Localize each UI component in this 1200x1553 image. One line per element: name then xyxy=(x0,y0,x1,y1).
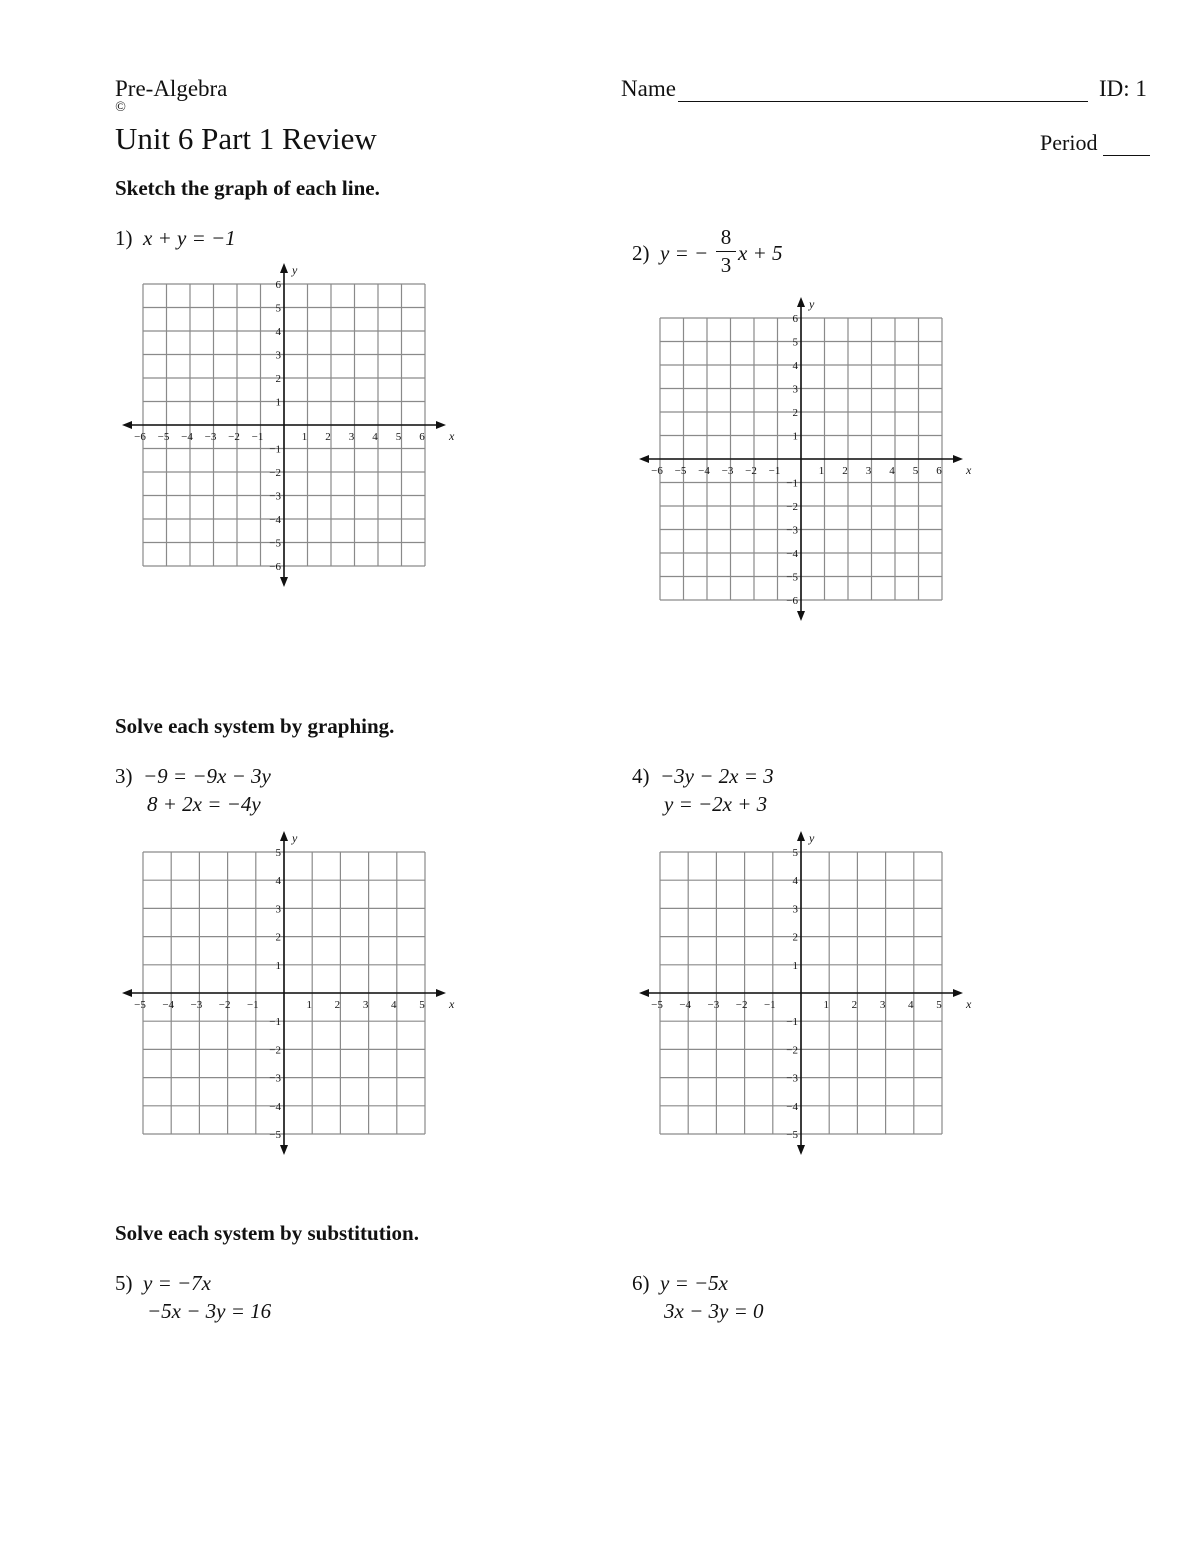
fraction-denominator: 3 xyxy=(720,253,732,277)
x-axis-arrow-right xyxy=(436,989,446,997)
y-tick-label: 4 xyxy=(275,875,281,888)
x-tick-label: 1 xyxy=(306,999,312,1011)
y-tick-label: 6 xyxy=(792,313,798,325)
equation-prefix: y = − xyxy=(660,241,709,265)
y-tick-label: −6 xyxy=(269,561,281,573)
y-tick-label: 5 xyxy=(792,847,798,859)
x-tick-label: 2 xyxy=(325,431,331,443)
y-tick-label: −5 xyxy=(269,1129,281,1141)
x-tick-label: −1 xyxy=(251,431,264,443)
equation-1: y = −7x xyxy=(143,1271,211,1295)
y-tick-label: 2 xyxy=(792,407,798,419)
x-tick-label: 4 xyxy=(372,431,378,443)
x-tick-label: −1 xyxy=(763,999,776,1011)
x-axis-arrow-left xyxy=(122,421,132,429)
x-tick-label: −2 xyxy=(745,465,757,477)
x-tick-label: 4 xyxy=(908,999,914,1011)
y-tick-label: −3 xyxy=(786,524,798,537)
x-axis-label: x xyxy=(966,997,972,1011)
y-tick-label: −2 xyxy=(786,1044,798,1057)
y-tick-label: 2 xyxy=(792,931,798,944)
y-axis-arrow-up xyxy=(280,263,288,273)
y-tick-label: −1 xyxy=(786,477,798,490)
y-tick-label: −1 xyxy=(269,443,281,456)
page-title: Unit 6 Part 1 Review xyxy=(115,121,377,156)
x-axis-arrow-right xyxy=(953,455,963,463)
x-tick-label: −2 xyxy=(228,431,240,443)
y-tick-label: 1 xyxy=(275,396,281,409)
y-tick-label: −1 xyxy=(786,1016,798,1029)
x-axis-arrow-left xyxy=(639,455,649,463)
x-tick-label: 5 xyxy=(936,999,942,1011)
x-tick-label: −4 xyxy=(162,999,175,1011)
course-name: Pre-Algebra xyxy=(115,76,228,101)
y-tick-label: 1 xyxy=(792,959,798,972)
x-tick-label: −4 xyxy=(181,431,193,443)
name-field-line xyxy=(678,101,1088,102)
equation: x + y = −1 xyxy=(143,226,236,250)
section-heading-sketch: Sketch the graph of each line. xyxy=(115,176,380,200)
y-tick-label: −3 xyxy=(786,1072,798,1085)
x-tick-label: −3 xyxy=(707,999,720,1011)
y-tick-label: −5 xyxy=(269,537,281,550)
y-tick-label: 5 xyxy=(275,847,281,859)
fraction xyxy=(716,225,736,278)
problem-number: 4) xyxy=(632,764,650,788)
x-tick-label: 1 xyxy=(818,465,825,477)
section-heading-substitution: Solve each system by substitution. xyxy=(115,1221,419,1245)
id-label: ID: 1 xyxy=(1099,76,1147,101)
x-axis-arrow-right xyxy=(953,989,963,997)
y-tick-label: −4 xyxy=(269,1100,281,1113)
y-tick-label: 4 xyxy=(792,875,798,888)
y-tick-label: −4 xyxy=(786,1100,798,1113)
x-tick-label: −5 xyxy=(157,431,170,443)
x-tick-label: 4 xyxy=(391,999,397,1011)
y-tick-label: 3 xyxy=(792,903,798,916)
y-tick-label: 5 xyxy=(275,302,281,315)
y-tick-label: −3 xyxy=(269,490,281,503)
period-field-line xyxy=(1103,155,1150,156)
x-tick-label: 1 xyxy=(823,999,829,1011)
y-axis-arrow-up xyxy=(797,831,805,841)
x-tick-label: −2 xyxy=(735,999,748,1011)
y-tick-label: 3 xyxy=(275,349,281,362)
x-tick-label: −5 xyxy=(651,999,663,1011)
problem-5-equation-2: −5x − 3y = 16 xyxy=(147,1299,272,1323)
y-tick-label: 2 xyxy=(275,931,281,944)
x-tick-label: 1 xyxy=(301,431,308,443)
problem-number: 2) xyxy=(632,241,650,265)
problem-3-equation-2: 8 + 2x = −4y xyxy=(147,792,261,816)
x-tick-label: −5 xyxy=(134,999,146,1011)
x-tick-label: −2 xyxy=(218,999,231,1011)
problem-5 xyxy=(115,1271,211,1296)
y-tick-label: −3 xyxy=(269,1072,281,1085)
y-tick-label: 1 xyxy=(792,430,798,443)
y-tick-label: −5 xyxy=(786,1129,798,1141)
y-tick-label: 4 xyxy=(792,360,798,372)
fraction-numerator: 8 xyxy=(720,225,732,249)
x-axis-arrow-right xyxy=(436,421,446,429)
x-tick-label: −1 xyxy=(768,465,781,477)
x-axis-arrow-left xyxy=(122,989,132,997)
x-axis-label: x xyxy=(449,429,455,443)
x-tick-label: −4 xyxy=(679,999,692,1011)
x-tick-label: 2 xyxy=(842,465,848,477)
y-axis-arrow-up xyxy=(280,831,288,841)
y-tick-label: 3 xyxy=(792,383,798,396)
x-tick-label: 4 xyxy=(889,465,895,477)
y-axis-arrow-up xyxy=(797,297,805,307)
problem-number: 5) xyxy=(115,1271,133,1295)
equation-1: −9 = −9x − 3y xyxy=(143,764,271,788)
x-axis-label: x xyxy=(966,463,972,477)
y-tick-label: −6 xyxy=(786,595,798,607)
x-tick-label: −5 xyxy=(674,465,687,477)
x-tick-label: −6 xyxy=(134,431,146,443)
problem-4 xyxy=(632,764,774,789)
x-tick-label: 2 xyxy=(334,999,341,1011)
name-label: Name xyxy=(621,76,676,101)
problem-4-equation-2: y = −2x + 3 xyxy=(664,792,768,816)
y-tick-label: 1 xyxy=(275,959,281,972)
x-axis-arrow-left xyxy=(639,989,649,997)
x-tick-label: 2 xyxy=(851,999,858,1011)
period-label: Period xyxy=(1040,130,1098,155)
y-axis-label: y xyxy=(809,297,815,311)
problem-number: 6) xyxy=(632,1271,650,1295)
x-tick-label: −1 xyxy=(246,999,259,1011)
x-tick-label: 6 xyxy=(419,431,425,443)
y-axis-arrow-down xyxy=(280,1145,288,1155)
x-tick-label: 5 xyxy=(395,431,402,443)
problem-6 xyxy=(632,1271,728,1296)
y-tick-label: 3 xyxy=(275,903,281,916)
x-tick-label: 5 xyxy=(912,465,919,477)
problem-1 xyxy=(115,226,236,251)
x-tick-label: 6 xyxy=(936,465,942,477)
x-tick-label: −3 xyxy=(204,431,217,443)
x-tick-label: 3 xyxy=(348,431,355,443)
problem-2 xyxy=(632,241,708,266)
x-tick-label: 5 xyxy=(419,999,425,1011)
equation-suffix: x + 5 xyxy=(738,241,783,265)
x-tick-label: 3 xyxy=(362,999,369,1011)
x-tick-label: −3 xyxy=(721,465,734,477)
y-tick-label: 5 xyxy=(792,336,798,349)
y-tick-label: −5 xyxy=(786,571,798,584)
equation-1: y = −5x xyxy=(660,1271,728,1295)
y-axis-arrow-down xyxy=(797,1145,805,1155)
problem-number: 3) xyxy=(115,764,133,788)
y-tick-label: −4 xyxy=(786,548,798,560)
x-tick-label: −4 xyxy=(698,465,710,477)
y-axis-label: y xyxy=(809,831,815,845)
problem-6-equation-2: 3x − 3y = 0 xyxy=(664,1299,764,1323)
problem-number: 1) xyxy=(115,226,133,250)
y-axis-arrow-down xyxy=(280,577,288,587)
y-axis-label: y xyxy=(292,831,298,845)
section-heading-graphing: Solve each system by graphing. xyxy=(115,714,395,738)
y-tick-label: −2 xyxy=(269,467,281,479)
x-tick-label: 3 xyxy=(879,999,886,1011)
y-axis-label: y xyxy=(292,263,298,277)
x-axis-label: x xyxy=(449,997,455,1011)
y-tick-label: −2 xyxy=(786,501,798,513)
x-tick-label: 3 xyxy=(865,465,872,477)
equation-1: −3y − 2x = 3 xyxy=(660,764,774,788)
x-tick-label: −3 xyxy=(190,999,203,1011)
y-tick-label: 6 xyxy=(275,279,281,291)
y-tick-label: 2 xyxy=(275,373,281,385)
problem-3 xyxy=(115,764,271,789)
x-tick-label: −6 xyxy=(651,465,663,477)
y-tick-label: −4 xyxy=(269,514,281,526)
y-tick-label: 4 xyxy=(275,326,281,338)
y-axis-arrow-down xyxy=(797,611,805,621)
y-tick-label: −2 xyxy=(269,1044,281,1057)
copyright-symbol: © xyxy=(115,100,126,115)
y-tick-label: −1 xyxy=(269,1016,281,1029)
